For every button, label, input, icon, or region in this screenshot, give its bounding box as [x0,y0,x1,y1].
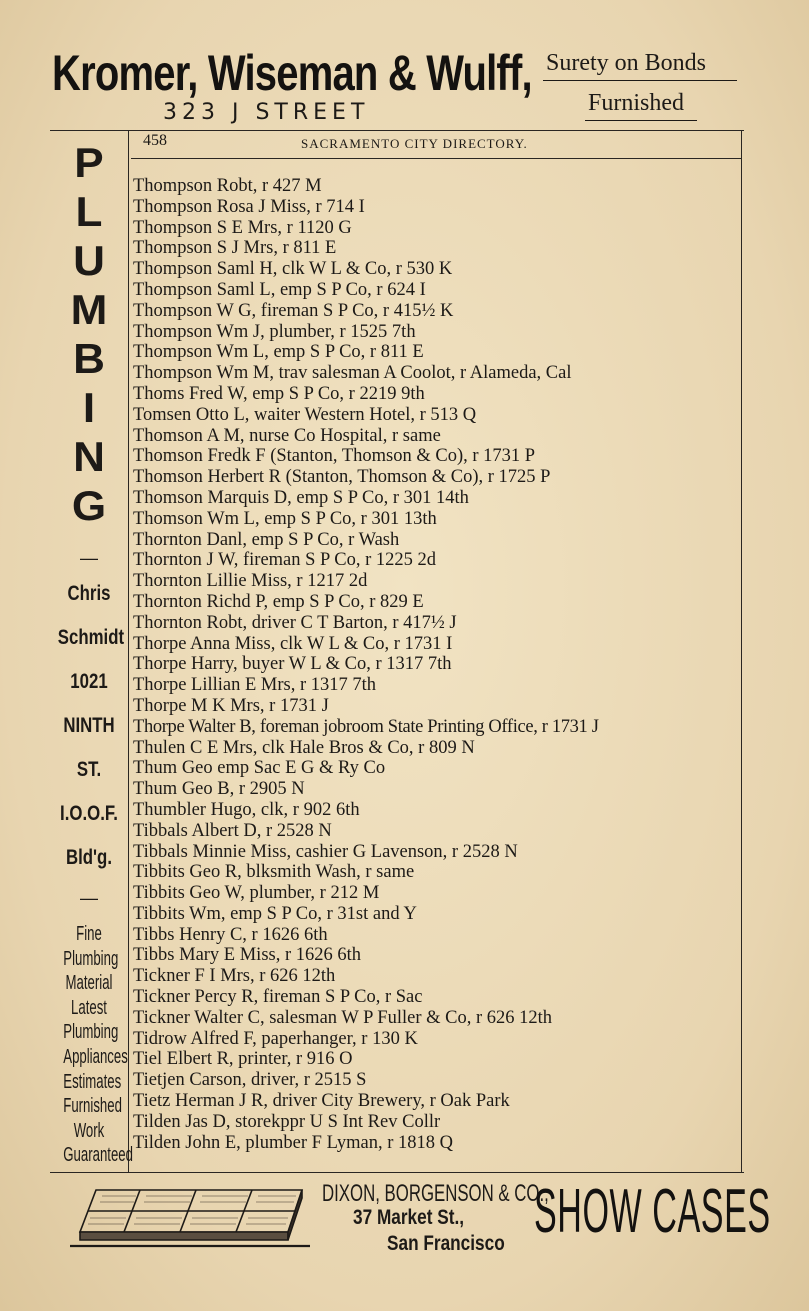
directory-entry: Tickner F I Mrs, r 626 12th [133,966,336,987]
footer-headline: SHOW CASES [534,1177,771,1246]
directory-entry: Tibbs Mary E Miss, r 1626 6th [133,945,362,966]
surety-underline-1 [543,80,737,81]
directory-entry: Thorpe Harry, buyer W L & Co, r 1317 7th [133,654,452,675]
directory-entry: Thornton J W, fireman S P Co, r 1225 2d [133,550,437,571]
directory-entry: Thompson S E Mrs, r 1120 G [133,217,352,238]
directory-entry: Thum Geo B, r 2905 N [133,779,305,800]
directory-entry: Tietz Herman J R, driver City Brewery, r Oak Park [133,1091,510,1112]
margin-ad-small-line: Guaranteed [63,1144,133,1167]
plumbing-letter: I [82,384,96,431]
directory-entry: Thoms Fred W, emp S P Co, r 2219 9th [133,383,425,404]
directory-entry: Thornton Richd P, emp S P Co, r 829 E [133,591,424,612]
plumbing-letter: N [73,433,105,480]
margin-ad-line: I.O.O.F. [60,802,118,825]
directory-entry: Thomson A M, nurse Co Hospital, r same [133,425,441,446]
directory-entry: Thornton Robt, driver C T Barton, r 417½ J [133,612,457,633]
margin-ad-small-line: Estimates [63,1070,122,1093]
directory-entry: Tibbits Geo R, blksmith Wash, r same [133,862,415,883]
surety-underline-2 [585,120,697,121]
margin-dash: — [80,888,98,908]
directory-entry: Thorpe Lillian E Mrs, r 1317 7th [133,675,377,696]
directory-entry: Thorpe M K Mrs, r 1731 J [133,695,329,716]
directory-entry: Tibbits Wm, emp S P Co, r 31st and Y [133,903,417,924]
plumbing-letter: P [74,139,104,186]
directory-entry: Thompson W G, fireman S P Co, r 415½ K [133,300,454,321]
directory-entry: Thulen C E Mrs, clk Hale Bros & Co, r 809 N [133,737,475,758]
directory-entry: Tickner Walter C, salesman W P Fuller & Co, r 626 12th [133,1007,553,1028]
directory-entry: Tilden Jas D, storekppr U S Int Rev Collr [133,1111,441,1132]
margin-ad-small-line: Plumbing [63,1021,119,1044]
directory-entry: Thomson Fredk F (Stanton, Thomson & Co), r 1731 P [133,446,536,467]
directory-entry: Tibbals Minnie Miss, cashier G Lavenson, r 2528 N [133,841,518,862]
footer-firm-name: DIXON, BORGENSON & CO., [322,1180,549,1207]
directory-entry: Thompson Saml L, emp S P Co, r 624 I [133,279,426,300]
directory-entry: Thornton Lillie Miss, r 1217 2d [133,571,368,592]
page-number: 458 [143,132,167,149]
margin-dash: — [80,548,98,568]
directory-entry: Thorpe Anna Miss, clk W L & Co, r 1731 I [133,633,453,654]
directory-entry: Thumbler Hugo, clk, r 902 6th [133,799,360,820]
margin-ad-line: Schmidt [57,626,125,649]
firm-address: 323 J STREET [163,100,370,125]
margin-ad-small-line: Latest [71,996,107,1019]
directory-entry: Tibbits Geo W, plumber, r 212 M [133,883,380,904]
directory-entry: Tibbals Albert D, r 2528 N [133,820,332,841]
frame-bottom-rule [50,1172,744,1173]
margin-ad-small-line: Fine [76,923,102,945]
margin-ad-small-line: Furnished [63,1095,122,1118]
directory-entry: Tidrow Alfred F, paperhanger, r 130 K [133,1028,418,1049]
firm-name: Kromer, Wiseman & Wulff, [52,45,532,101]
directory-entry: Tilden John E, plumber F Lyman, r 1818 Q [133,1132,453,1153]
directory-entry: Tibbs Henry C, r 1626 6th [133,924,328,945]
directory-entry: Thompson Saml H, clk W L & Co, r 530 K [133,259,453,280]
frame-right-rule [741,130,742,1173]
margin-ad-line: ST. [76,758,102,781]
margin-ad-small-line: Material [65,972,113,995]
directory-entry: Thompson Wm M, trav salesman A Coolot, r Alameda, Cal [133,363,572,384]
running-head-title: SACRAMENTO CITY DIRECTORY. [301,136,528,151]
directory-entry: Thorpe Walter B, foreman jobroom State Printing Office, r 1731 J [133,716,599,737]
directory-entry: Thomson Marquis D, emp S P Co, r 301 14th [133,487,469,508]
directory-entry: Thompson Wm J, plumber, r 1525 7th [133,321,416,342]
margin-ad-small-line: Plumbing [63,947,119,970]
margin-advertisement [50,138,133,1168]
plumbing-letter: G [71,482,107,529]
margin-ad-small-line: Work [73,1119,105,1142]
plumbing-letter: L [75,188,103,235]
directory-entry: Thum Geo emp Sac E G & Ry Co [133,758,386,779]
directory-entry: Thomson Wm L, emp S P Co, r 301 13th [133,508,437,529]
directory-entry: Tietjen Carson, driver, r 2515 S [133,1070,367,1091]
directory-entry: Thompson S J Mrs, r 811 E [133,238,337,259]
plumbing-letter: B [73,335,105,382]
surety-line-1: Surety on Bonds [546,50,707,76]
directory-entry: Thompson Wm L, emp S P Co, r 811 E [133,342,424,363]
directory-entry: Tiel Elbert R, printer, r 916 O [133,1049,353,1070]
margin-ad-line: NINTH [63,714,115,737]
running-head-rule [131,158,741,159]
plumbing-letter: M [70,286,108,333]
directory-entry: Thornton Danl, emp S P Co, r Wash [133,529,400,550]
directory-entry: Tickner Percy R, fireman S P Co, r Sac [133,987,423,1008]
footer-street: 37 Market St., [353,1206,465,1229]
directory-entry: Thomson Herbert R (Stanton, Thomson & Co), r 1725 P [133,467,551,488]
margin-ad-line: Chris [67,582,111,605]
directory-entries [133,176,741,1153]
plumbing-letter: U [73,237,105,284]
footer-city: San Francisco [387,1232,505,1255]
directory-entry: Thompson Rosa J Miss, r 714 I [133,196,365,217]
directory-entry: Tomsen Otto L, waiter Western Hotel, r 513 Q [133,404,477,425]
margin-ad-line: 1021 [70,670,108,693]
show-case-icon [66,1182,316,1252]
surety-line-2: Furnished [588,90,684,116]
margin-ad-small-line: Appliances [63,1045,128,1068]
margin-ad-line: Bld'g. [66,846,112,869]
directory-entry: Thompson Robt, r 427 M [133,176,322,196]
frame-top-rule [50,130,744,131]
